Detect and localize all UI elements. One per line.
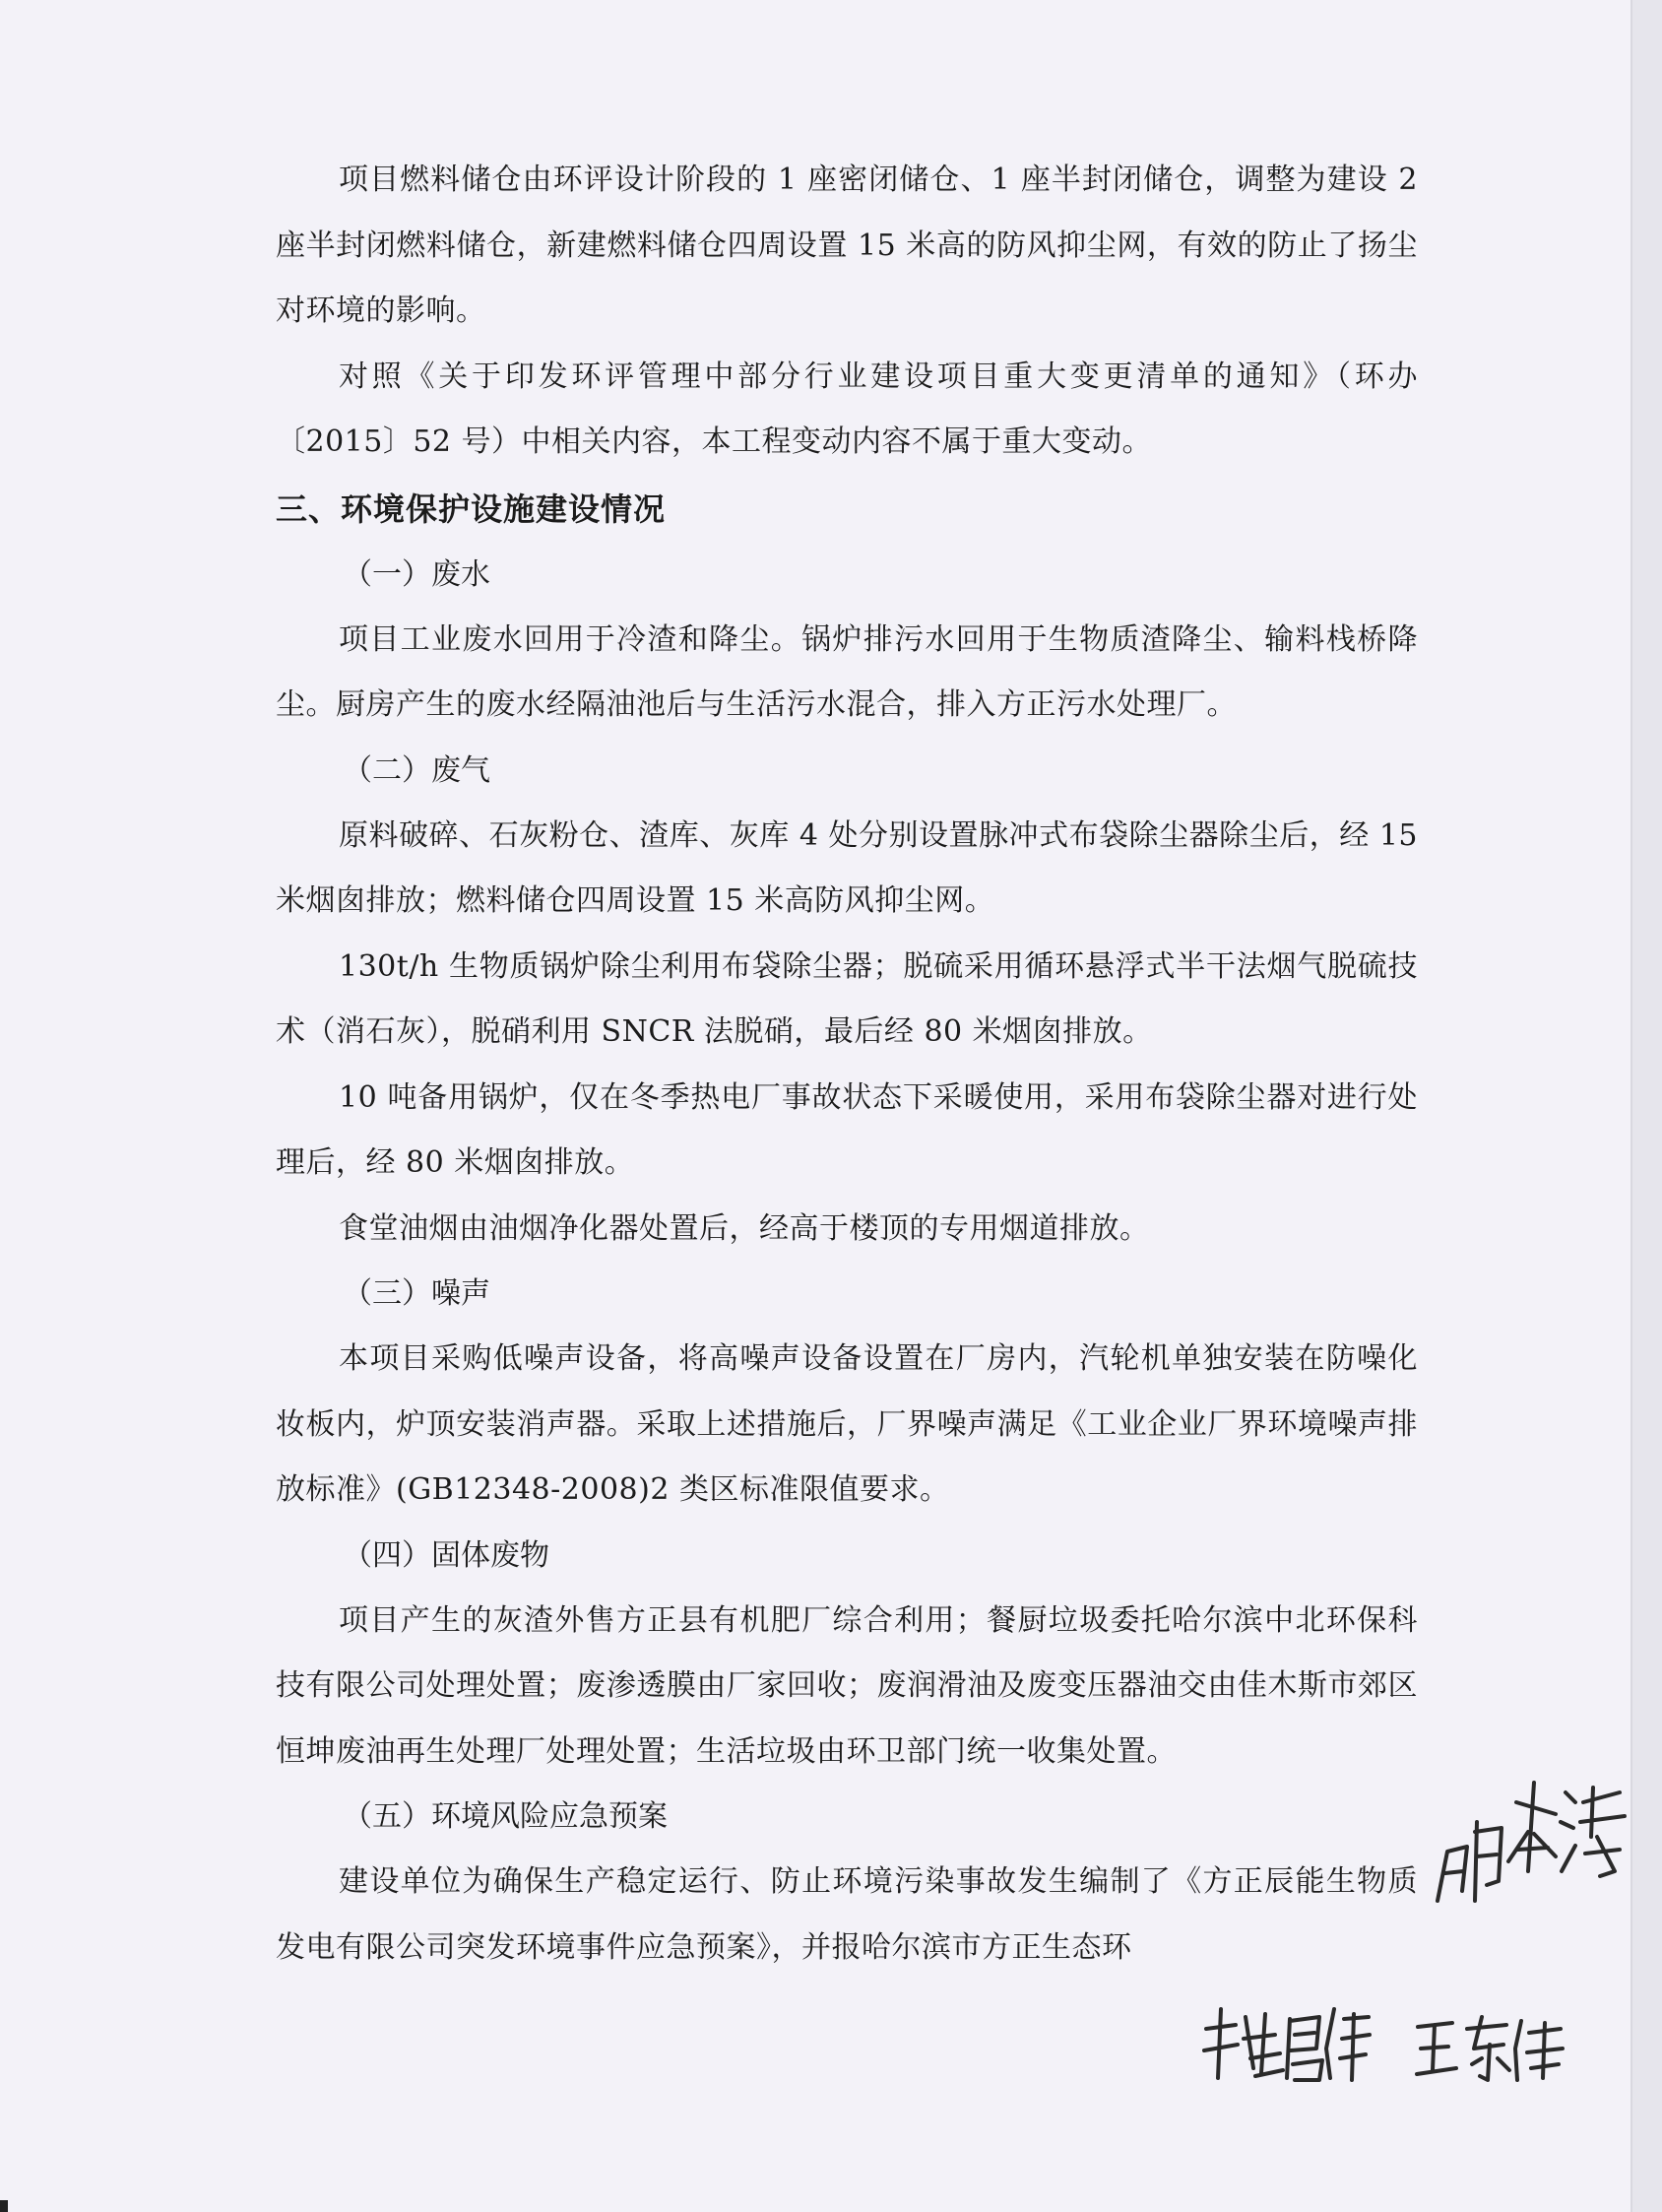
sub-heading-solid-waste: （四）固体废物 [343,1537,549,1573]
paragraph-backup-boiler: 10 吨备用锅炉，仅在冬季热电厂事故状态下采暖使用，采用布袋除尘器对进行处理后，经 80 米烟囱排放。 [276,1079,1418,1180]
sub-heading-exhaust-gas: （二）废气 [343,752,490,788]
sub-heading-noise: （三）噪声 [343,1276,490,1311]
paragraph-canteen-fumes: 食堂油烟由油烟净化器处置后，经高于楼顶的专用烟道排放。 [339,1210,1150,1246]
handwritten-signature-right [1418,1763,1634,1930]
scan-artifact [0,2200,8,2212]
section-heading-environmental-facilities: 三、环境保护设施建设情况 [276,489,667,528]
sub-heading-emergency-plan: （五）环境风险应急预案 [343,1799,668,1834]
paragraph-fuel-storage: 项目燃料储仓由环评设计阶段的 1 座密闭储仓、1 座半封闭储仓，调整为建设 2 座半封闭燃料储仓，新建燃料储仓四周设置 15 米高的防风抑尘网，有效的防止了扬尘对环境的影响。 [276,163,1418,328]
document-body [276,148,1418,1981]
paragraph-dust-collection: 原料破碎、石灰粉仓、渣库、灰库 4 处分别设置脉冲式布袋除尘器除尘后，经 15 米烟囱排放；燃料储仓四周设置 15 米高防风抑尘网。 [276,817,1418,918]
paragraph-solid-waste: 项目产生的灰渣外售方正县有机肥厂综合利用；餐厨垃圾委托哈尔滨中北环保科技有限公司处理处置；废渗透膜由厂家回收；废润滑油及废变压器油交由佳木斯市郊区恒坤废油再生处理厂处理处置；生活垃圾由环卫部门统一收集处置。 [276,1602,1418,1769]
sub-heading-wastewater: （一）废水 [343,556,490,592]
paragraph-emergency-plan: 建设单位为确保生产稳定运行、防止环境污染事故发生编制了《方正辰能生物质发电有限公司突发环境事件应急预案》，并报哈尔滨市方正生态环 [276,1864,1418,1965]
paragraph-noise: 本项目采购低噪声设备，将高噪声设备设置在厂房内，汽轮机单独安装在防噪化妆板内，炉顶安装消声器。采取上述措施后，厂界噪声满足《工业企业厂界环境噪声排放标准》(GB12348-2008)2 类区标准限值要求。 [276,1341,1418,1507]
paragraph-boiler-treatment: 130t/h 生物质锅炉除尘利用布袋除尘器；脱硫采用循环悬浮式半干法烟气脱硫技术（消石灰），脱硝利用 SNCR 法脱硝，最后经 80 米烟囱排放。 [276,948,1418,1049]
paragraph-major-change-check: 对照《关于印发环评管理中部分行业建设项目重大变更清单的通知》（环办〔2015〕52 号）中相关内容，本工程变动内容不属于重大变动。 [276,358,1418,459]
handwritten-signature-bottom-left [1196,1999,1374,2088]
handwritten-signature-bottom-right [1413,2009,1570,2088]
paragraph-wastewater: 项目工业废水回用于冷渣和降尘。锅炉排污水回用于生物质渣降尘、输料栈桥降尘。厨房产生的废水经隔油池后与生活污水混合，排入方正污水处理厂。 [276,621,1418,722]
scan-page-edge [1630,0,1662,2212]
